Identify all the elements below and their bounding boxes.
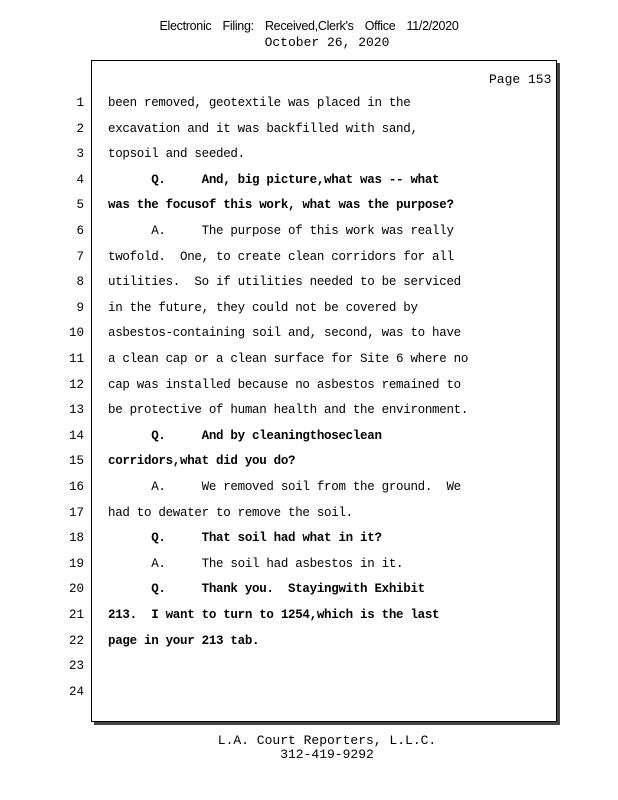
transcript-line: cap was installed because no asbestos remained to (108, 377, 461, 392)
line-number: 18 (68, 531, 84, 546)
reporter-company: L.A. Court Reporters, L.L.C. (217, 733, 437, 748)
line-number: 1 (76, 96, 84, 110)
line-number: 6 (76, 224, 84, 238)
transcript-line: excavation and it was backfilled with sand, (108, 121, 418, 136)
line-number: 20 (68, 582, 84, 597)
transcript-line: A. We removed soil from the ground. We (108, 480, 461, 494)
line-number: 23 (68, 659, 84, 674)
line-number: 15 (68, 454, 84, 469)
line-number: 2 (76, 121, 84, 136)
line-number: 22 (68, 633, 84, 648)
transcript-line: A. The soil had asbestos in it. (108, 556, 404, 571)
transcript-line: twofold. One, to create clean corridors for all (108, 249, 454, 264)
line-number: 8 (76, 275, 84, 290)
transcript-line: had to dewater to remove the soil. (108, 505, 353, 520)
line-number: 13 (68, 403, 84, 418)
line-number: 16 (68, 480, 84, 494)
transcript-line: 213. I want to turn to 1254,which is the last (108, 608, 440, 622)
transcript-line: Q. And by cleaningthoseclean (108, 428, 382, 443)
line-number: 9 (76, 300, 84, 315)
reporter-phone: 312-419-9292 (280, 747, 374, 762)
transcript-line: asbestos-containing soil and, second, was to have (108, 326, 461, 341)
filing-stamp: Electronic Filing: Received,Clerk's Office 11/2/2020 (159, 19, 459, 33)
transcript-line: Q. And, big picture,what was -- what (108, 172, 440, 187)
line-number: 4 (76, 172, 84, 187)
line-number: 12 (68, 377, 84, 392)
line-number: 21 (68, 608, 84, 622)
transcript-line: been removed, geotextile was placed in the (108, 96, 411, 110)
line-number: 5 (76, 198, 84, 213)
transcript-line: in the future, they could not be covered by (108, 300, 418, 315)
transcript-line: a clean cap or a clean surface for Site 6 where no (108, 352, 469, 366)
transcript-line: Q. Thank you. Stayingwith Exhibit (108, 582, 425, 597)
page-number: Page 153 (489, 72, 552, 87)
line-number: 11 (68, 352, 84, 366)
transcript-line: page in your 213 tab. (108, 633, 260, 648)
transcript-line: Q. That soil had what in it? (108, 531, 382, 546)
line-number: 14 (68, 428, 84, 443)
filing-date: October 26, 2020 (264, 35, 390, 50)
line-number: 10 (68, 326, 84, 341)
transcript-line: corridors,what did you do? (108, 454, 296, 469)
line-number: 7 (76, 249, 84, 264)
transcript-line: topsoil and seeded. (108, 147, 245, 162)
line-number: 19 (68, 556, 84, 571)
transcript-line: be protective of human health and the environment. (108, 403, 469, 418)
transcript-line: was the focusof this work, what was the purpose? (108, 198, 454, 213)
line-number: 24 (68, 684, 84, 699)
line-number: 17 (68, 505, 84, 520)
line-number: 3 (76, 147, 84, 162)
transcript-line: A. The purpose of this work was really (108, 224, 454, 238)
transcript-line: utilities. So if utilities needed to be serviced (108, 275, 461, 290)
